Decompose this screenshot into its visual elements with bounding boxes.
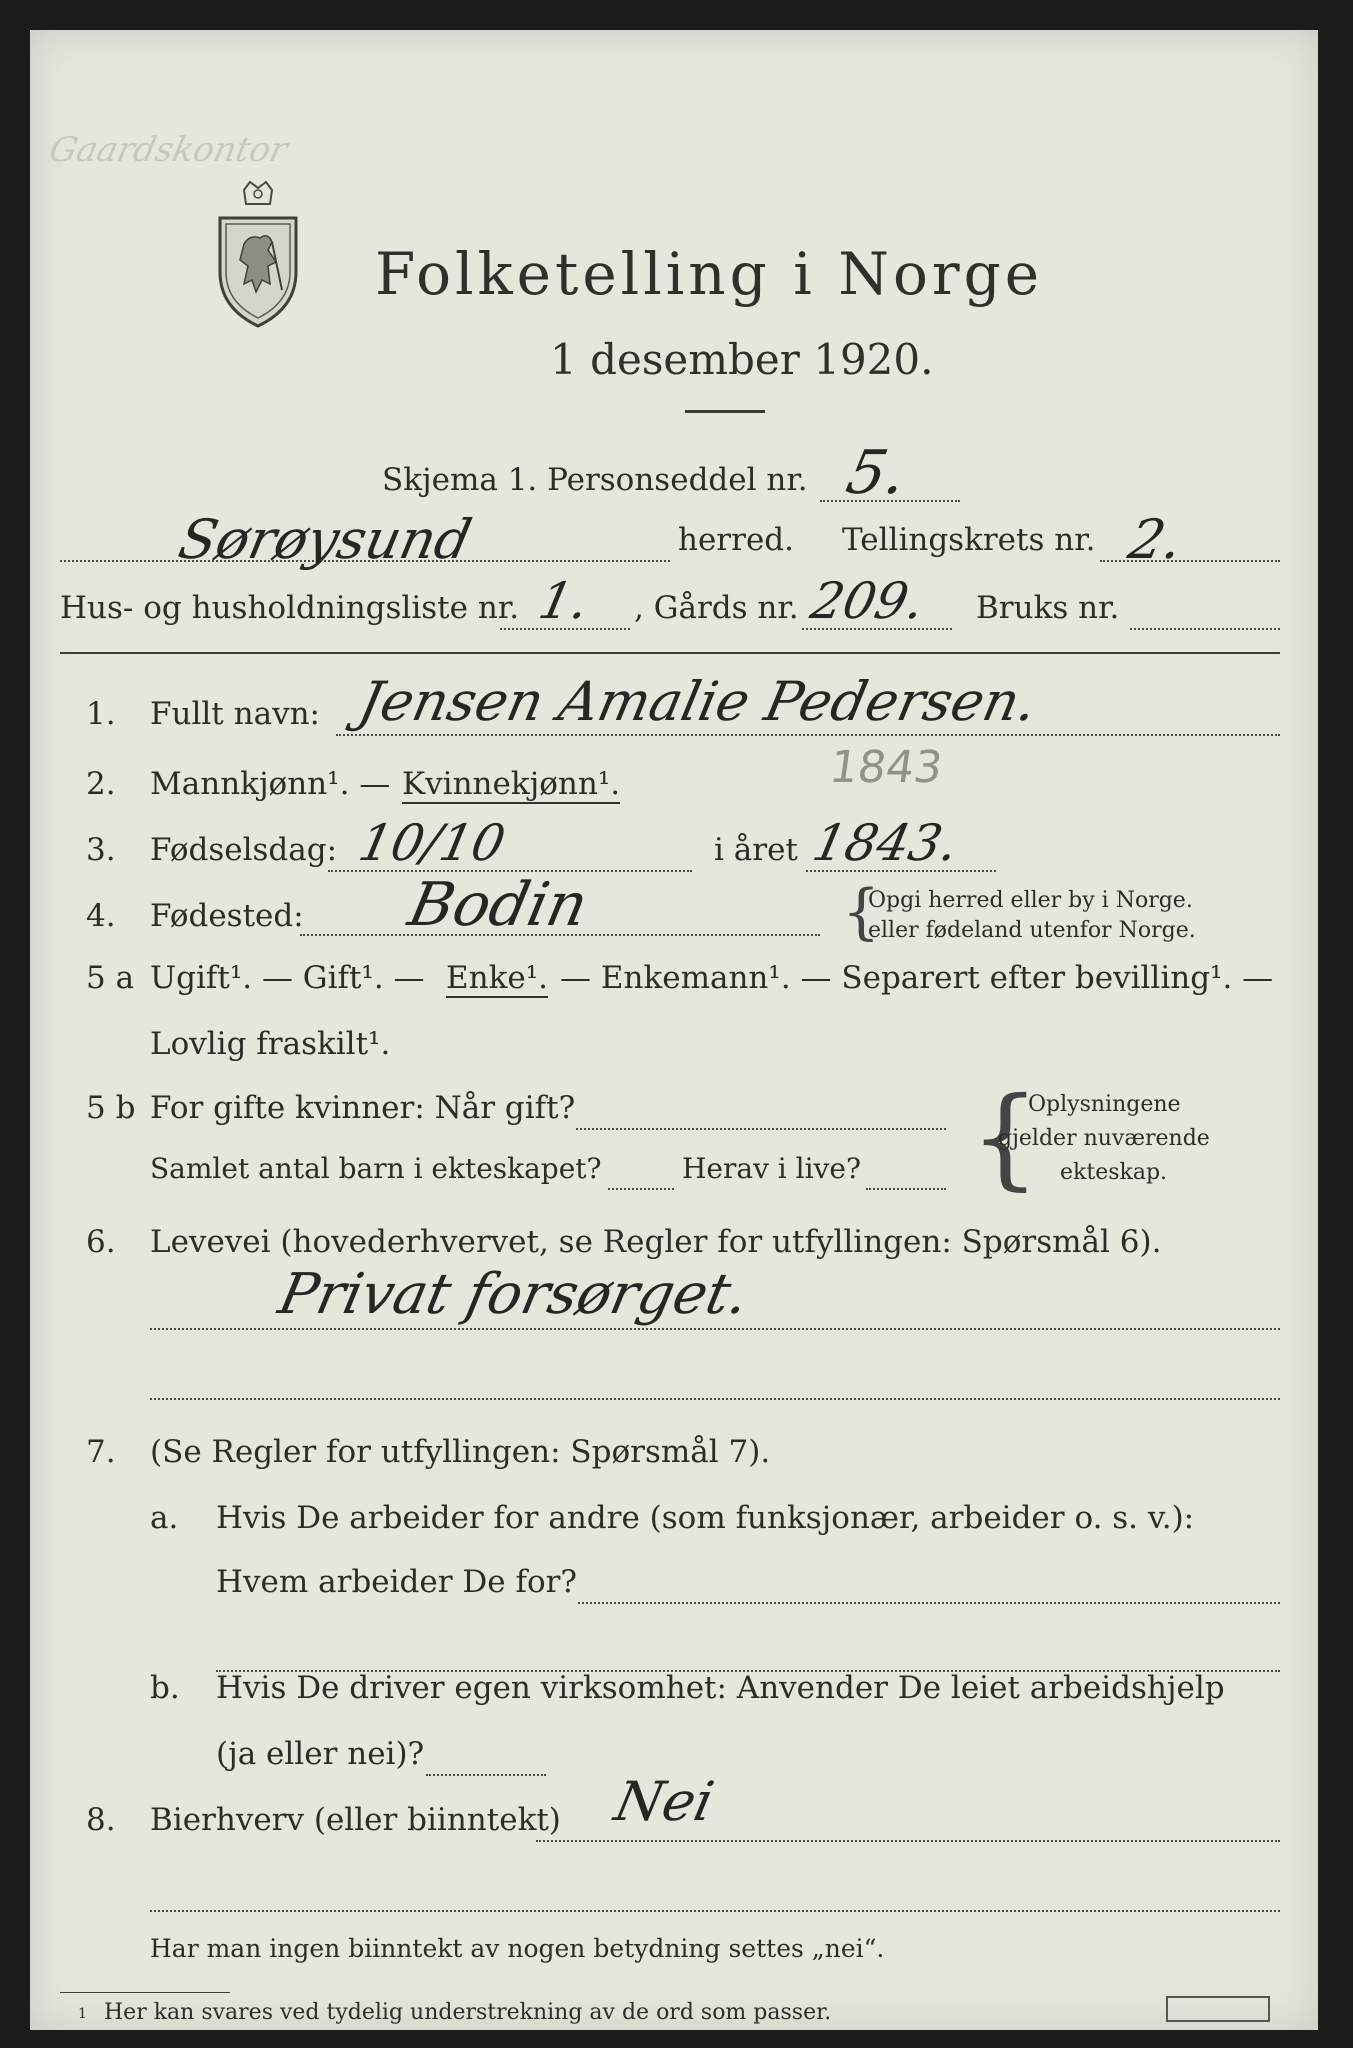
q7a-line-1: Hvis De arbeider for andre (som funksjonær, arbeider o. s. v.):	[216, 1500, 1195, 1536]
bierhverv-dots-2[interactable]	[150, 1910, 1280, 1912]
levevei-dots-1	[150, 1328, 1280, 1330]
title-divider	[685, 410, 765, 413]
census-date: 1 desember 1920.	[550, 335, 934, 384]
fodested-hint-1: Opgi herred eller by i Norge.	[868, 888, 1193, 913]
herred-label: herred.	[678, 522, 794, 558]
herav-i-live-dots[interactable]	[866, 1188, 946, 1190]
fodselsdag-label: Fødselsdag:	[150, 832, 338, 868]
bierhverv-label: Bierhverv (eller biinntekt)	[150, 1802, 561, 1838]
antal-barn-dots[interactable]	[608, 1188, 674, 1190]
ekteskap-hint-2: gjelder nuværende	[998, 1126, 1210, 1151]
fullt-navn-dots	[336, 734, 1280, 736]
q5b-number: 5 b	[86, 1090, 136, 1126]
fodested-brace: {	[842, 877, 881, 947]
sivilstand-options-a[interactable]: Ugift¹. — Gift¹. —	[150, 960, 425, 996]
tellingskrets-value[interactable]: 2.	[1123, 508, 1189, 571]
ekteskap-hint-1: Oplysningene	[1028, 1092, 1181, 1117]
faint-year-note: 1843	[826, 742, 946, 793]
herred-value[interactable]: Sørøysund	[173, 508, 477, 571]
antal-barn-label: Samlet antal barn i ekteskapet?	[150, 1152, 602, 1185]
faint-signature: Gaardskontor	[45, 130, 291, 170]
q4-number: 4.	[86, 898, 116, 934]
q7b-line-2: (ja eller nei)?	[216, 1736, 425, 1772]
levevei-value[interactable]: Privat forsørget.	[273, 1262, 755, 1327]
fodested-label: Fødested:	[150, 898, 304, 934]
q7-number: 7.	[86, 1434, 116, 1470]
tellingskrets-label: Tellingskrets nr.	[842, 522, 1096, 558]
fodested-hint-2: eller fødeland utenfor Norge.	[868, 918, 1196, 943]
q6-number: 6.	[86, 1224, 116, 1260]
lovlig-fraskilt-option[interactable]: Lovlig fraskilt¹.	[150, 1026, 391, 1062]
levevei-label: Levevei (hovederhvervet, se Regler for utfyllingen: Spørsmål 6).	[150, 1224, 1162, 1260]
q3-number: 3.	[86, 832, 116, 868]
kvinnekjonn-option[interactable]: Kvinnekjønn¹.	[402, 766, 621, 802]
printer-stamp	[1166, 1996, 1270, 2022]
arbeidsgiver-dots-1[interactable]	[578, 1602, 1280, 1604]
fullt-navn-label: Fullt navn:	[150, 696, 320, 732]
q7-label: (Se Regler for utfyllingen: Spørsmål 7).	[150, 1434, 771, 1470]
herav-i-live-label: Herav i live?	[682, 1152, 861, 1185]
fullt-navn-value[interactable]: Jensen Amalie Pedersen.	[353, 670, 1043, 733]
q7a-line-2: Hvem arbeider De for?	[216, 1564, 578, 1600]
q1-number: 1.	[86, 696, 116, 732]
footnote-text: Her kan svares ved tydelig understrekning av de ord som passer.	[104, 2000, 832, 2025]
nei-instruction: Har man ingen biinntekt av nogen betydning settes „nei“.	[150, 1934, 885, 1963]
levevei-dots-2[interactable]	[150, 1398, 1280, 1400]
ekteskap-hint-3: ekteskap.	[1060, 1160, 1168, 1185]
bierhverv-dots	[536, 1840, 1280, 1842]
husholdningsliste-label: Hus- og husholdningsliste nr.	[60, 590, 520, 626]
bruks-dots[interactable]	[1130, 628, 1280, 630]
fodselsdag-value[interactable]: 10/10	[353, 814, 511, 872]
nar-gift-dots[interactable]	[576, 1128, 946, 1130]
personseddel-number[interactable]: 5.	[840, 438, 913, 508]
q7b-line-1: Hvis De driver egen virksomhet: Anvender De leiet arbeidshjelp	[216, 1670, 1225, 1706]
form-title: Folketelling i Norge	[375, 240, 1044, 308]
arbeidshjelp-dots[interactable]	[426, 1774, 546, 1776]
ekteskap-brace: {	[970, 1073, 1040, 1201]
nar-gift-label: For gifte kvinner: Når gift?	[150, 1090, 576, 1126]
gards-value[interactable]: 209.	[805, 572, 930, 630]
footnote-mark: 1	[78, 2006, 87, 2022]
skjema-label: Skjema 1. Personseddel nr.	[382, 462, 808, 498]
husholdningsliste-value[interactable]: 1.	[533, 572, 594, 630]
fodested-value[interactable]: Bodin	[402, 870, 594, 940]
aret-value[interactable]: 1843.	[807, 814, 964, 872]
sivilstand-options-c[interactable]: — Enkemann¹. — Separert efter bevilling¹. —	[560, 960, 1274, 996]
bruks-label: Bruks nr.	[976, 590, 1120, 626]
bierhverv-value[interactable]: Nei	[609, 1770, 720, 1833]
aret-label: i året	[714, 832, 798, 868]
header-rule	[60, 652, 1280, 654]
mannkjonn-option[interactable]: Mannkjønn¹. —	[150, 766, 391, 802]
q7b-number: b.	[150, 1670, 180, 1706]
coat-of-arms-icon	[210, 180, 306, 330]
q2-number: 2.	[86, 766, 116, 802]
gards-label: , Gårds nr.	[634, 590, 799, 626]
q5a-number: 5 a	[86, 960, 135, 996]
census-form-page	[30, 30, 1318, 2030]
enke-option[interactable]: Enke¹.	[446, 960, 549, 996]
q8-number: 8.	[86, 1802, 116, 1838]
footnote-rule	[60, 1992, 230, 1993]
q7a-number: a.	[150, 1500, 179, 1536]
